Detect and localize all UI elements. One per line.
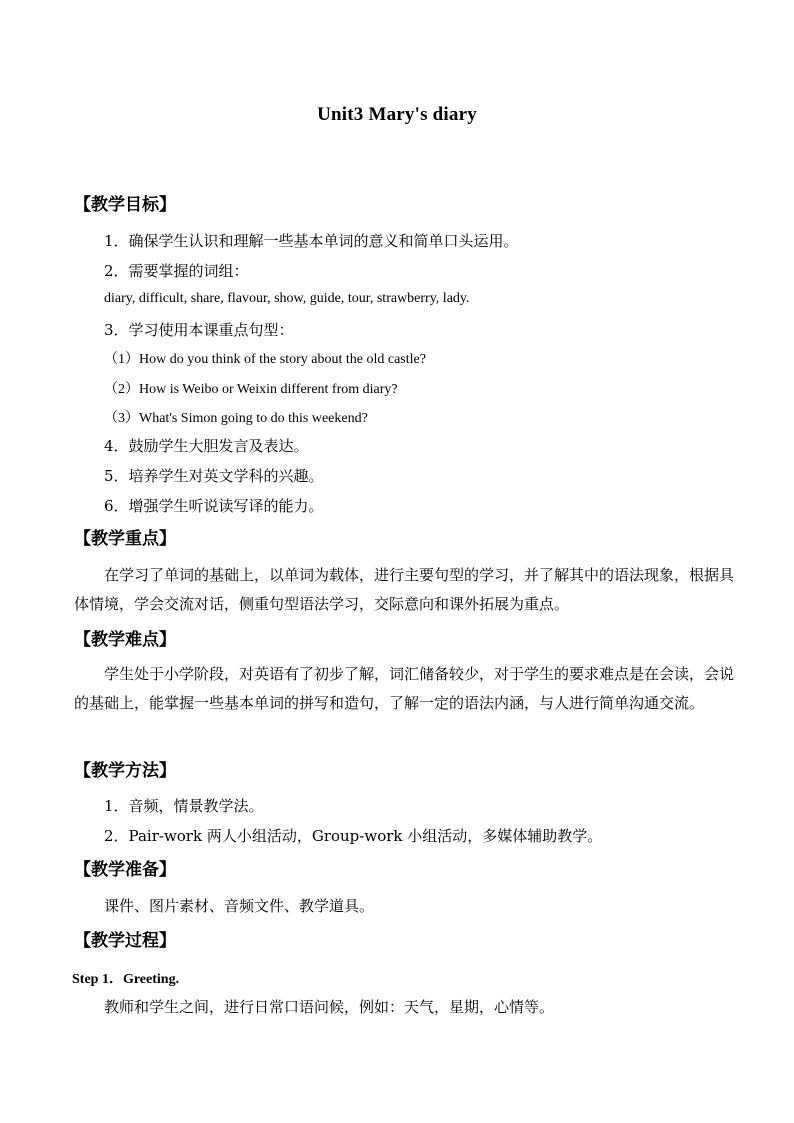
objective-item-5: 5．培养学生对英文学科的兴趣。 [104,467,324,485]
sentence-pattern-3: （3）What's Simon going to do this weekend? [104,411,368,426]
method-item-2: 2．Pair-work 两人小组活动，Group-work 小组活动，多媒体辅助教学。 [104,827,603,845]
section-heading-objectives: 【教学目标】 [74,195,176,215]
objective-item-2: 2．需要掌握的词组： [104,262,249,280]
sentence-pattern-1: （1）How do you think of the story about the old castle? [104,352,426,367]
method-item-1: 1．音频，情景教学法。 [104,797,264,815]
section-heading-difficulties: 【教学难点】 [74,630,176,650]
step-1-text: 教师和学生之间，进行日常口语问候，例如：天气，星期，心情等。 [104,998,555,1016]
objective-item-4: 4．鼓励学生大胆发言及表达。 [104,437,309,455]
preparation-text: 课件、图片素材、音频文件、教学道具。 [104,897,375,915]
objective-item-6: 6．增强学生听说读写译的能力。 [104,497,324,515]
keypoints-paragraph: 在学习了单词的基础上，以单词为载体，进行主要句型的学习，并了解其中的语法现象，根据具体情境，学会交流对话，侧重句型语法学习，交际意向和课外拓展为重点。 [74,566,735,613]
sentence-pattern-2: （2）How is Weibo or Weixin different from diary? [104,382,398,397]
document-title: Unit3 Mary's diary [317,104,477,125]
step-1-title: Step 1．Greeting. [72,972,180,987]
difficulties-paragraph: 学生处于小学阶段，对英语有了初步了解，词汇储备较少，对于学生的要求难点是在会读，会说的基础上，能掌握一些基本单词的拼写和造句，了解一定的语法内涵，与人进行简单沟通交流。 [74,665,735,712]
objective-item-3: 3．学习使用本课重点句型： [104,321,294,339]
section-heading-preparation: 【教学准备】 [74,860,176,880]
vocabulary-list: diary, difficult, share, flavour, show, guide, tour, strawberry, lady. [104,291,470,306]
objective-item-1: 1．确保学生认识和理解一些基本单词的意义和简单口头运用。 [104,232,519,250]
section-heading-keypoints: 【教学重点】 [74,529,176,549]
section-heading-methods: 【教学方法】 [74,761,176,781]
section-heading-process: 【教学过程】 [74,931,176,951]
